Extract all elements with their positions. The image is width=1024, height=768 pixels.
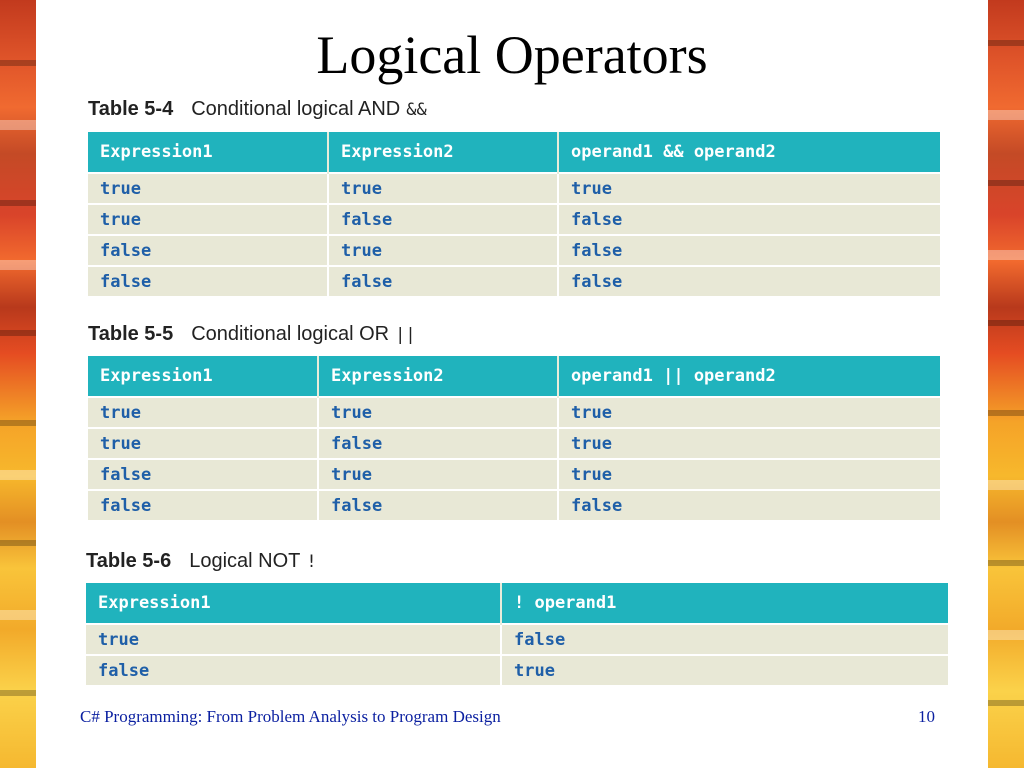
not-truth-table (86, 583, 948, 685)
table-caption (86, 550, 317, 573)
or-truth-table (88, 356, 940, 520)
table-cell: true (558, 397, 940, 428)
table-row (88, 490, 940, 520)
table-header-row (88, 132, 940, 173)
table-row (88, 235, 940, 266)
table-cell: false (88, 459, 318, 490)
table-number: Table 5-5 (88, 323, 174, 345)
column-header: operand1 || operand2 (558, 356, 940, 397)
table-cell: true (558, 173, 940, 204)
column-header: Expression1 (88, 132, 328, 173)
column-header: Expression2 (328, 132, 558, 173)
table-cell: true (318, 397, 558, 428)
table-row (86, 624, 948, 655)
operator-symbol: || (395, 325, 416, 345)
footer-text: C# Programming: From Problem Analysis to Program Design (80, 707, 501, 726)
table-cell: false (558, 490, 940, 520)
right-decorative-border (988, 0, 1024, 768)
table-cell: false (318, 428, 558, 459)
table-cell: false (558, 266, 940, 296)
table-cell: false (88, 490, 318, 520)
table-cell: false (328, 266, 558, 296)
table-row (88, 428, 940, 459)
table-row (88, 173, 940, 204)
table-title: Logical NOT (189, 550, 301, 572)
table-cell: true (88, 428, 318, 459)
operator-symbol: ! (306, 552, 317, 572)
table-title: Conditional logical OR (191, 323, 390, 345)
column-header: Expression2 (318, 356, 558, 397)
table-caption (88, 323, 416, 346)
table-cell: true (328, 173, 558, 204)
table-cell: false (558, 235, 940, 266)
table-cell: true (88, 204, 328, 235)
page-number: 10 (918, 707, 935, 726)
column-header: operand1 && operand2 (558, 132, 940, 173)
table-row (88, 459, 940, 490)
column-header: ! operand1 (501, 583, 948, 624)
operator-symbol: && (406, 100, 427, 120)
table-header-row (88, 356, 940, 397)
and-truth-table (88, 132, 940, 296)
column-header: Expression1 (86, 583, 501, 624)
table-cell: false (88, 266, 328, 296)
table-row (86, 655, 948, 685)
table-cell: false (86, 655, 501, 685)
table-cell: false (558, 204, 940, 235)
table-title: Conditional logical AND (191, 98, 401, 120)
table-number: Table 5-4 (88, 98, 174, 120)
table-caption (88, 98, 427, 121)
table-cell: false (88, 235, 328, 266)
table-cell: true (86, 624, 501, 655)
left-decorative-border (0, 0, 36, 768)
table-cell: true (558, 459, 940, 490)
table-cell: true (88, 397, 318, 428)
table-row (88, 397, 940, 428)
table-cell: true (328, 235, 558, 266)
table-cell: false (328, 204, 558, 235)
table-cell: true (88, 173, 328, 204)
page-title: Logical Operators (316, 25, 708, 85)
table-row (88, 266, 940, 296)
table-number: Table 5-6 (86, 550, 172, 572)
table-row (88, 204, 940, 235)
table-cell: false (318, 490, 558, 520)
table-cell: true (558, 428, 940, 459)
table-cell: false (501, 624, 948, 655)
table-cell: true (318, 459, 558, 490)
table-cell: true (501, 655, 948, 685)
column-header: Expression1 (88, 356, 318, 397)
table-header-row (86, 583, 948, 624)
